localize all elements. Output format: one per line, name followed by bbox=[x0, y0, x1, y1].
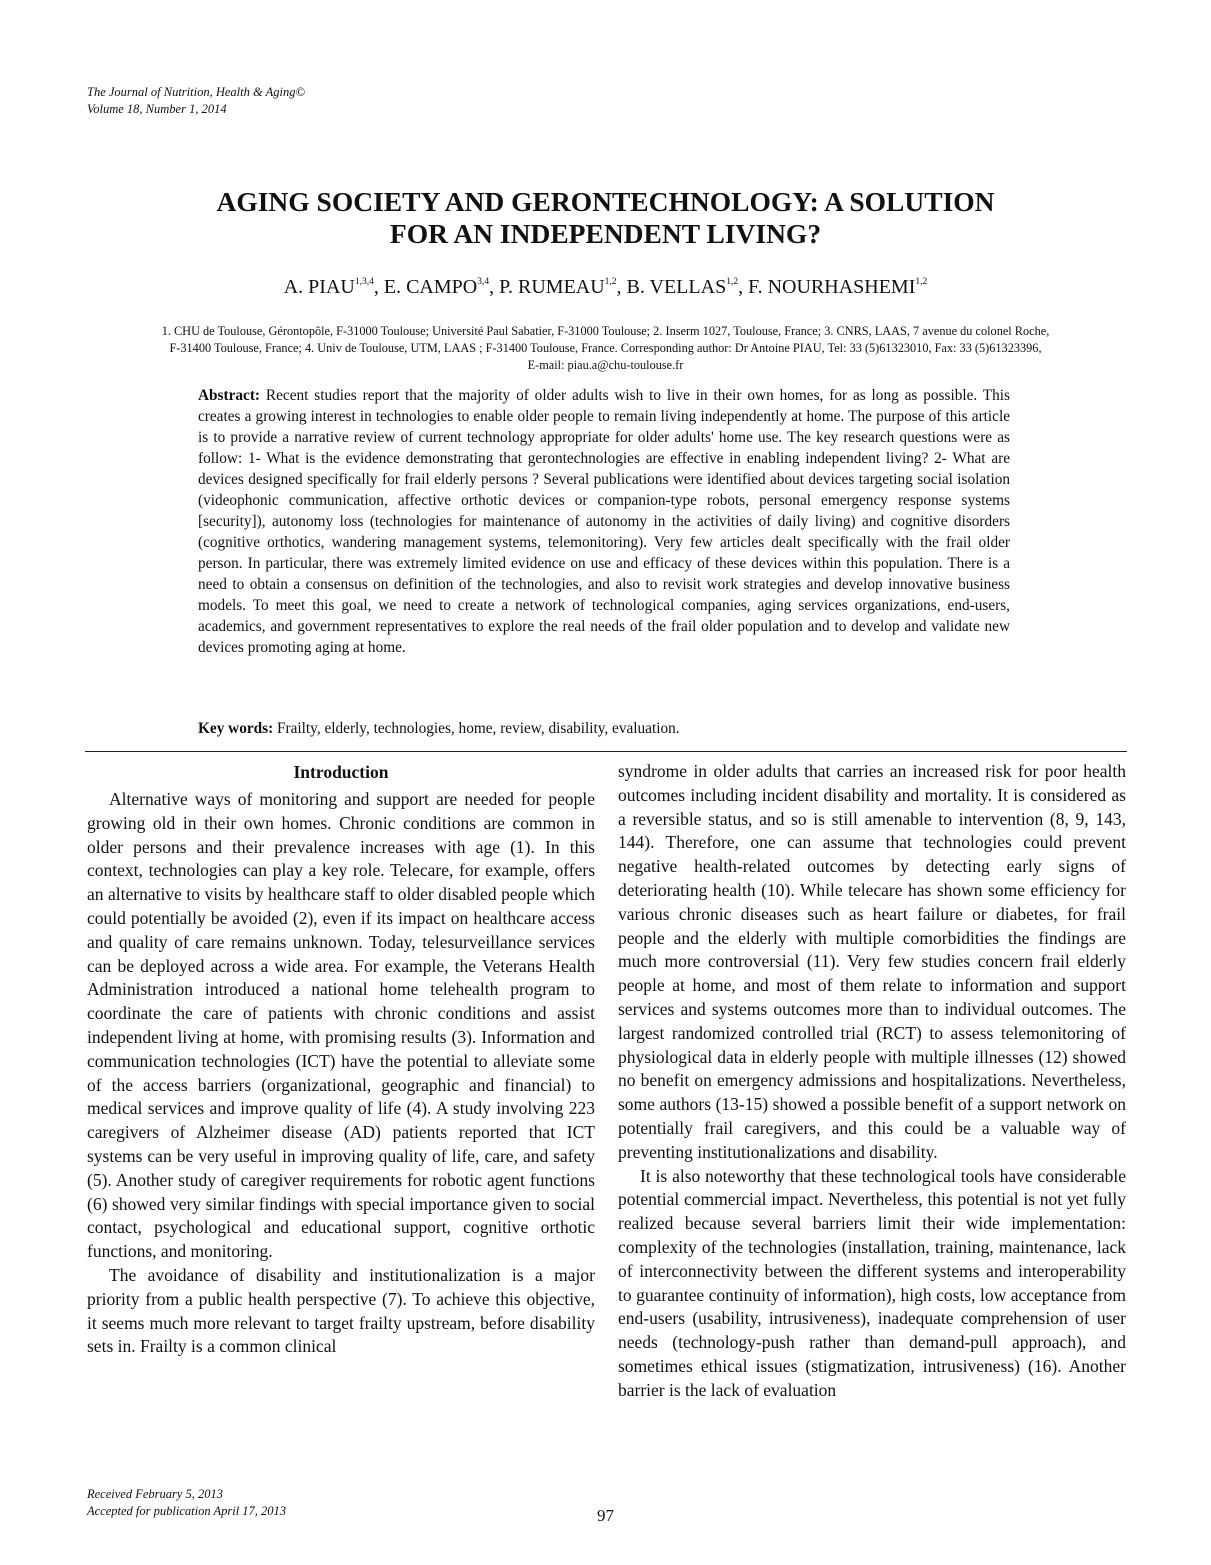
affiliation-line: 1. CHU de Toulouse, Gérontopôle, F-31000 Toulouse; Université Paul Sabatier, F-31000 Toulouse; 2. Inserm 1027, Toulouse, France; 3. CNRS, LAAS, 7 avenue du colonel Roche, bbox=[161, 324, 1050, 338]
accepted-date: Accepted for publication April 17, 2013 bbox=[87, 1504, 287, 1518]
article-title bbox=[0, 186, 1211, 250]
affiliations bbox=[95, 323, 1116, 374]
section-divider bbox=[85, 751, 1127, 752]
author: P. RUMEAU$^{1,2}$, bbox=[499, 276, 627, 298]
keywords-text: Frailty, elderly, technologies, home, review, disability, evaluation. bbox=[277, 720, 680, 737]
right-column bbox=[618, 760, 1126, 1403]
received-date: Received February 5, 2013 bbox=[87, 1487, 224, 1501]
abstract-label: Abstract: bbox=[198, 387, 261, 404]
abstract-text: Recent studies report that the majority of older adults wish to live in their own homes, for as long as possible. This creates a growing interest in technologies to enable older people to remain living independently at home. The purpose of this article is to provide a narrative review of current technology appropriate for older adults' home use. The key research questions were as follow: 1- What is the evidence demonstrating that gerontechnologies are effective in enabling independent living? 2- What are devices designed specifically for frail elderly persons ? Several publications were identified about devices targeting social isolation (videophonic communication, affective orthotic devices or companion-type robots, personal emergency response systems [security]), autonomy loss (technologies for maintenance of autonomy in the activities of daily living) and cognitive disorders (cognitive orthotics, wandering management systems, telemonitoring). Very few articles dealt specifically with the frail older person. In particular, there was extremely limited evidence on use and efficacy of these devices within this population. There is a need to obtain a consensus on definition of the technologies, and also to revisit work strategies and develop innovative business models. To meet this goal, we need to create a network of technological companies, aging services organizations, end-users, academics, and government representatives to explore the real needs of the frail older population and to develop and validate new devices promoting aging at home. bbox=[198, 387, 1010, 656]
journal-name: The Journal of Nutrition, Health & Aging© bbox=[87, 85, 305, 99]
title-line-1: AGING SOCIETY AND GERONTECHNOLOGY: A SOLUTION bbox=[216, 186, 995, 217]
keywords-label: Key words: bbox=[198, 720, 274, 737]
paragraph: The avoidance of disability and institutionalization is a major priority from a public health perspective (7). To achieve this objective, it seems much more relevant to target frailty upstream, before disability sets in. Frailty is a common clinical bbox=[87, 1264, 595, 1357]
author: B. VELLAS$^{1,2}$, bbox=[626, 276, 749, 298]
section-heading-introduction: Introduction bbox=[293, 762, 389, 782]
left-column bbox=[87, 760, 595, 1359]
journal-header bbox=[87, 84, 305, 118]
paragraph: syndrome in older adults that carries an increased risk for poor health outcomes including incident disability and mortality. It is considered as a reversible status, and so is still amenable to intervention (8, 9, 143, 144). Therefore, one can assume that technologies could prevent negative health-related outcomes by detecting early signs of deteriorating health (10). While telecare has shown some efficiency for various chronic diseases such as heart failure or diabetes, for frail people and the elderly with multiple comorbidities the findings are much more controversial (11). Very few studies concern frail elderly people at home, and most of them relate to information and support services and systems outcomes more than to individual outcomes. The largest randomized controlled trial (RCT) to assess telemonitoring of physiological data in elderly people with multiple illnesses (12) showed no benefit on emergency admissions and hospitalizations. Nevertheless, some authors (13-15) showed a possible benefit of a support network on potentially frail caregivers, and this could be a valuable way of preventing institutionalizations and disability. bbox=[618, 761, 1126, 1162]
author: F. NOURHASHEMI$^{1,2}$ bbox=[748, 276, 928, 298]
author: A. PIAU$^{1,3,4}$, bbox=[283, 276, 384, 298]
journal-volume: Volume 18, Number 1, 2014 bbox=[87, 102, 227, 116]
author: E. CAMPO$^{3,4}$, bbox=[383, 276, 500, 298]
title-line-2: FOR AN INDEPENDENT LIVING? bbox=[389, 218, 822, 249]
keywords bbox=[198, 718, 1010, 739]
author-list bbox=[0, 274, 1211, 300]
paragraph: It is also noteworthy that these technological tools have considerable potential commercial impact. Nevertheless, this potential is not yet fully realized because several barriers limit their wide implementation: complexity of the technologies (installation, training, maintenance, lack of interconnectivity between the different systems and interoperability to guarantee continuity of information), high costs, low acceptance from end-users (usability, intrusiveness), inadequate comprehension of user needs (technology-push rather than demand-pull approach), and sometimes ethical issues (stigmatization, intrusiveness) (16). Another barrier is the lack of evaluation bbox=[618, 1165, 1126, 1400]
abstract bbox=[198, 385, 1010, 658]
affiliation-line: F-31400 Toulouse, France; 4. Univ de Toulouse, UTM, LAAS ; F-31400 Toulouse, France. Corresponding author: Dr Antoine PIAU, Tel: 33 (5)61323010, Fax: 33 (5)61323396, bbox=[169, 341, 1042, 355]
page-number: 97 bbox=[597, 1506, 614, 1525]
paragraph: Alternative ways of monitoring and support are needed for people growing old in their own homes. Chronic conditions are common in older persons and their prevalence increases with age (1). In this context, technologies can play a key role. Telecare, for example, offers an alternative to visits by healthcare staff to older disabled people which could potentially be avoided (2), even if its impact on healthcare access and quality of care remains unknown. Today, telesurveillance services can be deployed across a wide area. For example, the Veterans Health Administration introduced a national home telehealth program to coordinate the care of patients with chronic conditions and assist independent living at home, with promising results (3). Information and communication technologies (ICT) have the potential to alleviate some of the access barriers (organizational, geographic and financial) to medical services and improve quality of life (4). A study involving 223 caregivers of Alzheimer disease (AD) patients reported that ICT systems can be very useful in improving quality of life, care, and safety (5). Another study of caregiver requirements for robotic agent functions (6) showed very similar findings with special importance given to social contact, psychological and educational support, cognitive orthotic functions, and monitoring. bbox=[87, 789, 595, 1262]
affiliation-email: E-mail: piau.a@chu-toulouse.fr bbox=[527, 358, 684, 372]
